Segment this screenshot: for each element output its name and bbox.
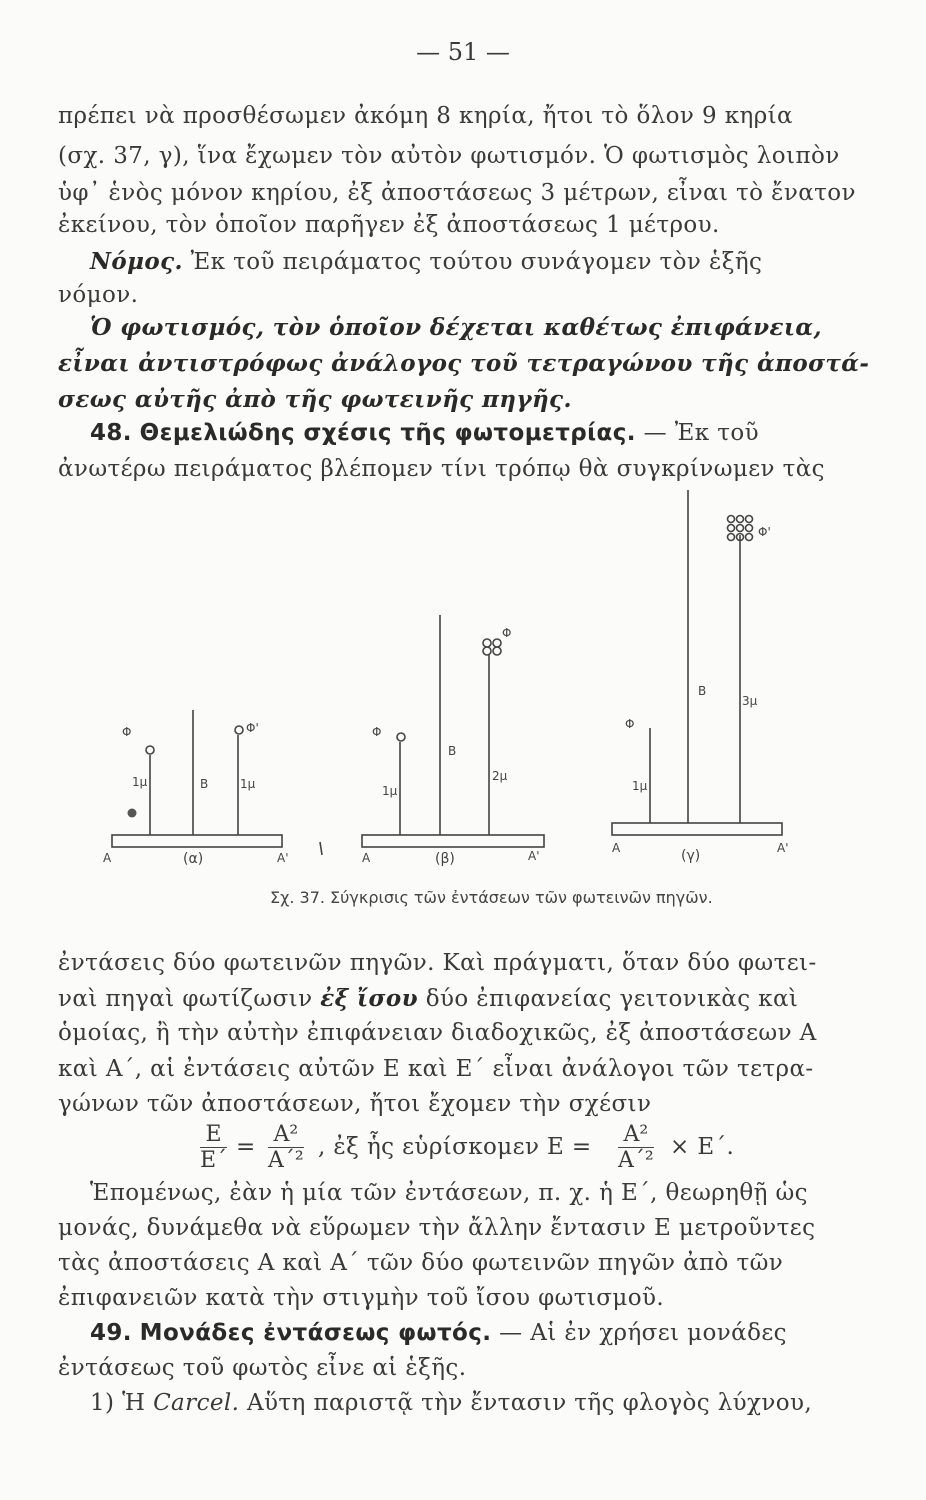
formula-text: , ἐξ ἧς εὑρίσκομεν Ε = (318, 1134, 592, 1160)
section-number: 48. (90, 420, 132, 446)
candle-icon (737, 516, 744, 523)
candle-icon (397, 733, 405, 741)
fraction: $\frac{\text{Α²}}{\text{Α΄²}}$ (618, 1122, 654, 1173)
distance-label: 1μ (240, 777, 256, 791)
text-line: (σχ. 37, γ), ἵνα ἔχωμεν τὸν αὐτὸν φωτισμόν. Ὁ φωτισμὸς λοιπὸν (58, 143, 840, 169)
a-label: Α (362, 851, 371, 865)
candle-icon (235, 726, 243, 734)
phi-label: Φ (122, 725, 132, 739)
phi-prime-label: Φ' (758, 525, 771, 539)
law-label: Νόμος. (90, 248, 183, 275)
candle-icon (493, 639, 501, 647)
a-label: Α (612, 841, 621, 855)
text-line: ἐκείνου, τὸν ὁποῖον παρῆγεν ἐξ ἀποστάσεως 1 μέτρου. (58, 212, 720, 238)
law-line (90, 248, 762, 275)
page-number: — 51 — (416, 38, 510, 66)
equals-sign: = (236, 1134, 256, 1160)
section-title: Μονάδες ἐντάσεως φωτός. (139, 1320, 492, 1346)
candle-icon (483, 639, 491, 647)
section-rest: — Ἐκ τοῦ (635, 420, 759, 446)
text-line: ἀνωτέρω πειράματος βλέπομεν τίνι τρόπῳ θὰ συγκρίνωμεν τὰς (58, 456, 825, 482)
candle-icon (746, 516, 753, 523)
distance-label: 1μ (382, 784, 398, 798)
a-prime-label: Α' (277, 851, 289, 865)
section-48-heading (90, 420, 759, 446)
bench-a (112, 835, 282, 847)
item-1: 1) Ἡ Carcel. Αὕτη παριστᾷ τὴν ἔντασιν τῆς φλογὸς λύχνου, (90, 1390, 813, 1416)
section-49-heading (90, 1320, 787, 1346)
section-rest: — Αἱ ἐν χρήσει μονάδες (491, 1320, 787, 1346)
phi-prime-label: Φ' (246, 721, 259, 735)
candle-icon (746, 534, 753, 541)
text-line: Ἑπομένως, ἐὰν ἡ μία τῶν ἐντάσεων, π. χ. ἡ Ε΄, θεωρηθῇ ὡς (90, 1180, 808, 1206)
a-prime-label: Α' (528, 849, 540, 863)
bench-b (362, 835, 544, 847)
text-line: ἐντάσεις δύο φωτεινῶν πηγῶν. Καὶ πράγματι, ὅταν δύο φωτει- (58, 950, 817, 976)
law-statement: σεως αὐτῆς ἀπὸ τῆς φωτεινῆς πηγῆς. (58, 386, 572, 413)
section-title: Θεμελιώδης σχέσις τῆς φωτομετρίας. (139, 420, 636, 446)
candle-icon (728, 525, 735, 532)
phi-label: Φ (625, 717, 635, 731)
figure-caption: Σχ. 37. Σύγκρισις τῶν ἐντάσεων τῶν φωτεινῶν πηγῶν. (270, 888, 713, 907)
a-prime-label: Α' (777, 841, 789, 855)
equal-emphasis: ἐξ ἴσου (320, 985, 418, 1012)
candle-icon (483, 647, 491, 655)
formula-tail: × Ε΄. (670, 1134, 735, 1160)
candle-icon (146, 746, 154, 754)
text-line: γώνων τῶν ἀποστάσεων, ἤτοι ἔχομεν τὴν σχέσιν (58, 1091, 652, 1117)
a-label: Α (103, 851, 112, 865)
law-statement: Ὁ φωτισμός, τὸν ὁποῖον δέχεται καθέτως ἐπιφάνεια, (90, 314, 822, 341)
distance-label: 3μ (742, 694, 758, 708)
bench-c (612, 823, 782, 835)
subfigure-label: (γ) (681, 848, 701, 864)
phi-label: Φ (372, 725, 382, 739)
fraction: $\frac{\text{Α²}}{\text{Α΄²}}$ (268, 1122, 304, 1173)
candle-icon (493, 647, 501, 655)
text-line: νόμον. (58, 282, 139, 308)
text-line: ὑφ᾽ ἑνὸς μόνον κηρίου, ἐξ ἀποστάσεως 3 μέτρων, εἶναι τὸ ἔνατον (58, 180, 856, 206)
text-line: ἐπιφανειῶν κατὰ τὴν στιγμὴν τοῦ ἴσου φωτισμοῦ. (58, 1285, 665, 1311)
text-line: τὰς ἀποστάσεις Α καὶ Α΄ τῶν δύο φωτεινῶν πηγῶν ἀπὸ τῶν (58, 1250, 784, 1276)
b-label: Β (698, 684, 707, 698)
distance-label: 2μ (492, 769, 508, 783)
subfigure-label: (β) (435, 851, 455, 867)
section-number: 49. (90, 1320, 132, 1346)
text-line: ὁμοίας, ἢ τὴν αὐτὴν ἐπιφάνειαν διαδοχικῶς, ἐξ ἀποστάσεων Α (58, 1020, 817, 1046)
candle-icon (728, 534, 735, 541)
figure-37 (0, 490, 926, 920)
candle-icon (746, 525, 753, 532)
b-label: Β (200, 777, 209, 791)
text-line: καὶ Α΄, αἱ ἐντάσεις αὐτῶν Ε καὶ Ε΄ εἶναι ἀνάλογοι τῶν τετρα- (58, 1056, 814, 1082)
text-line: πρέπει νὰ προσθέσωμεν ἀκόμη 8 κηρία, ἤτοι τὸ ὅλον 9 κηρία (58, 103, 793, 129)
fraction: $\frac{E}{E΄}$ (200, 1122, 228, 1173)
dot (128, 809, 137, 818)
candle-icon (737, 525, 744, 532)
law-text: Ἐκ τοῦ πειράματος τούτου συνάγομεν τὸν ἑξῆς (182, 249, 763, 275)
distance-label: 1μ (132, 775, 148, 789)
carcel-term: Carcel. (153, 1390, 240, 1416)
candle-icon (728, 516, 735, 523)
text-line: μονάς, δυνάμεθα νὰ εὕρωμεν τὴν ἄλλην ἔντασιν Ε μετροῦντες (58, 1215, 816, 1241)
phi-label: Φ (502, 626, 512, 640)
text-line: ναὶ πηγαὶ φωτίζωσιν ἐξ ἴσου δύο ἐπιφανείας γειτονικὰς καὶ (58, 985, 799, 1012)
law-statement: εἶναι ἀντιστρόφως ἀνάλογος τοῦ τετραγώνου τῆς ἀποστά- (58, 350, 870, 377)
text-line: ἐντάσεως τοῦ φωτὸς εἶνε αἱ ἑξῆς. (58, 1355, 467, 1381)
b-label: Β (448, 744, 457, 758)
distance-label: 1μ (632, 779, 648, 793)
subfigure-label: (α) (183, 851, 204, 867)
